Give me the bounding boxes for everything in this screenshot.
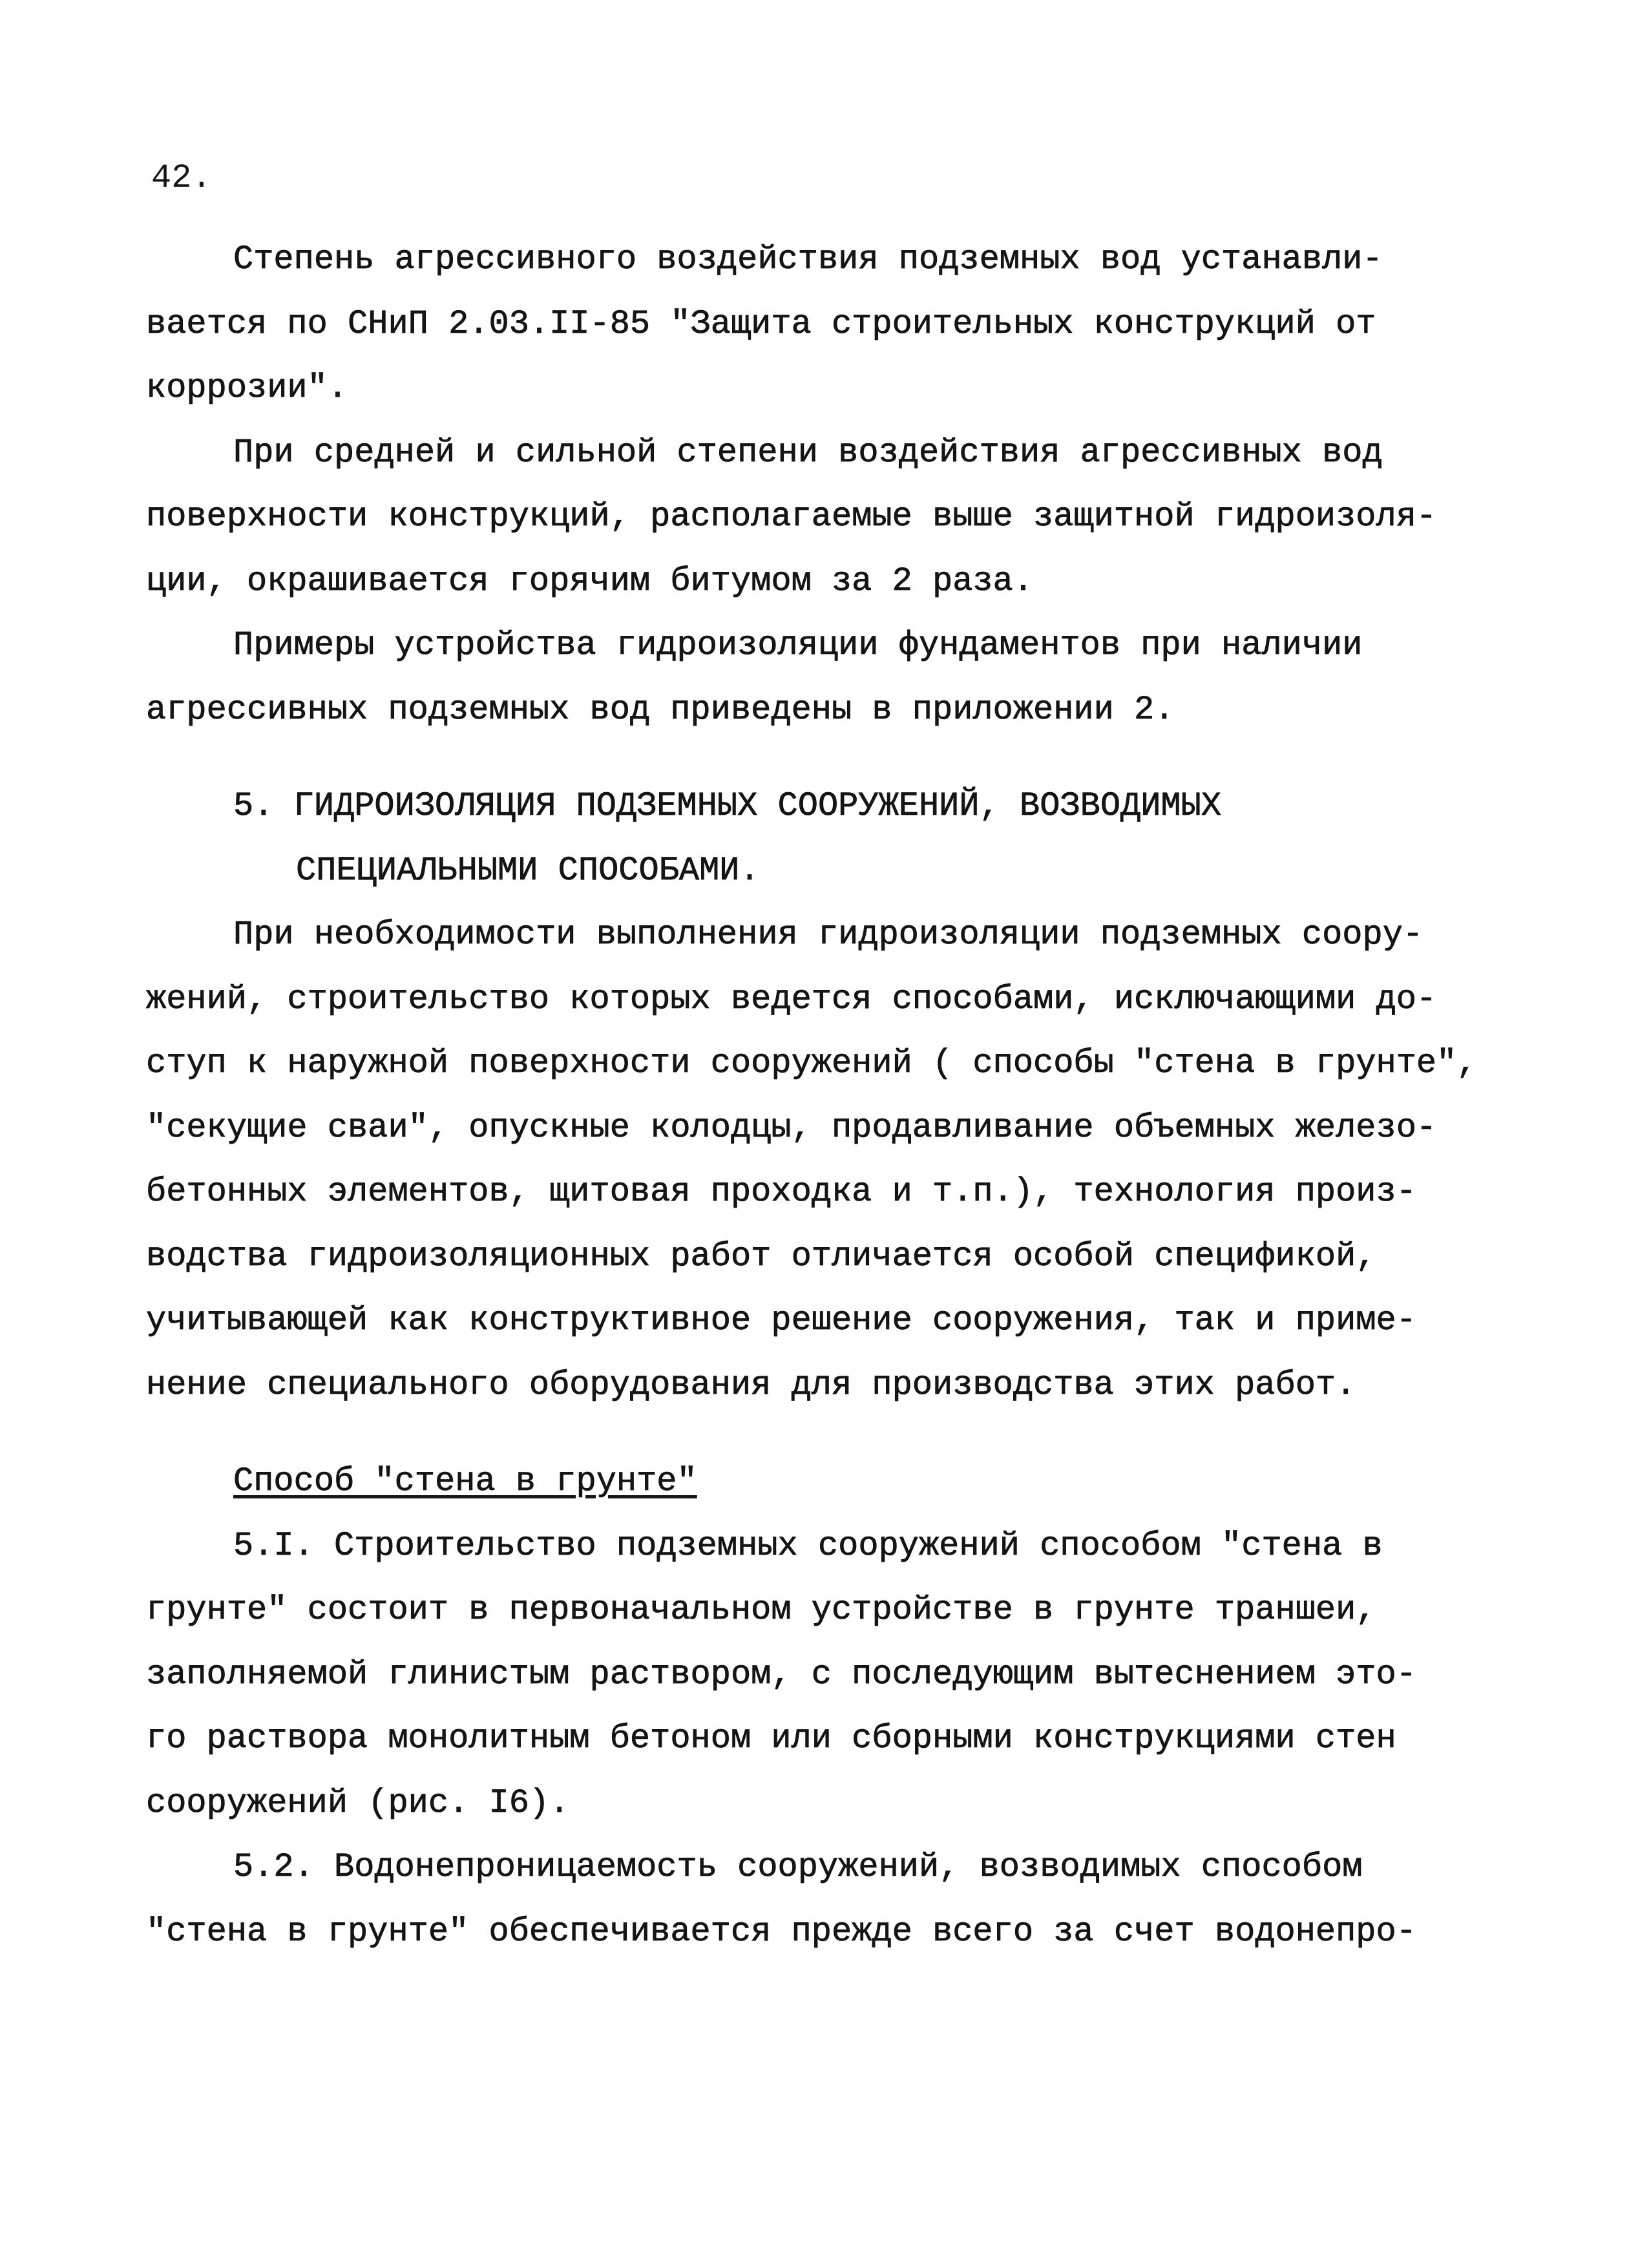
paragraph-line: При средней и сильной степени воздействия агрессивных вод [233,433,1383,472]
paragraph-line: "стена в грунте" обеспечивается прежде всего за счет водонепро- [146,1912,1416,1951]
page-number: 42. [151,159,212,197]
paragraph-line: го раствора монолитным бетоном или сборными конструкциями стен [146,1719,1396,1758]
paragraph-line: коррозии". [146,369,348,407]
paragraph-line: агрессивных подземных вод приведены в приложении 2. [146,690,1175,729]
paragraph-line: 5.I. Строительство подземных сооружений способом "стена в [233,1526,1383,1565]
paragraph-line: нение специального оборудования для производства этих работ. [146,1365,1356,1404]
paragraph-line: При необходимости выполнения гидроизоляции подземных соору- [233,916,1423,954]
paragraph-line: заполняемой глинистым раствором, с последующим вытеснением это- [146,1655,1416,1694]
paragraph-line: "секущие сваи", опускные колодцы, продавливание объемных железо- [146,1108,1437,1147]
paragraph-line: вается по СНиП 2.03.II-85 "Защита строительных конструкций от [146,304,1376,343]
paragraph-line: Примеры устройства гидроизоляции фундаментов при наличии [233,626,1363,664]
paragraph-line: сооружений (рис. I6). [146,1783,570,1822]
section-heading: 5. ГИДРОИЗОЛЯЦИЯ ПОДЗЕМНЫХ СООРУЖЕНИЙ, ВОЗВОДИМЫХ [233,787,1222,825]
subsection-heading: Способ "стена в грунте" [233,1462,697,1500]
paragraph-line: учитывающей как конструктивное решение сооружения, так и приме- [146,1301,1416,1339]
paragraph-line: ступ к наружной поверхности сооружений ( способы "стена в грунте", [146,1044,1477,1082]
paragraph-line: ции, окрашивается горячим битумом за 2 раза. [146,562,1034,600]
paragraph-line: бетонных элементов, щитовая проходка и т.п.), технология произ- [146,1173,1416,1211]
paragraph-line: грунте" состоит в первоначальном устройстве в грунте траншеи, [146,1591,1376,1629]
document-body [0,227,1649,1964]
paragraph-line: Степень агрессивного воздействия подземных вод устанавли- [233,240,1383,278]
paragraph-line: поверхности конструкций, располагаемые выше защитной гидроизоля- [146,498,1437,536]
paragraph-line: 5.2. Водонепроницаемость сооружений, возводимых способом [233,1848,1363,1886]
paragraph-line: жений, строительство которых ведется способами, исключающими до- [146,980,1437,1018]
section-heading-continued: СПЕЦИАЛЬНЫМИ СПОСОБАМИ. [296,851,760,890]
paragraph-line: водства гидроизоляционных работ отличается особой спецификой, [146,1237,1376,1276]
